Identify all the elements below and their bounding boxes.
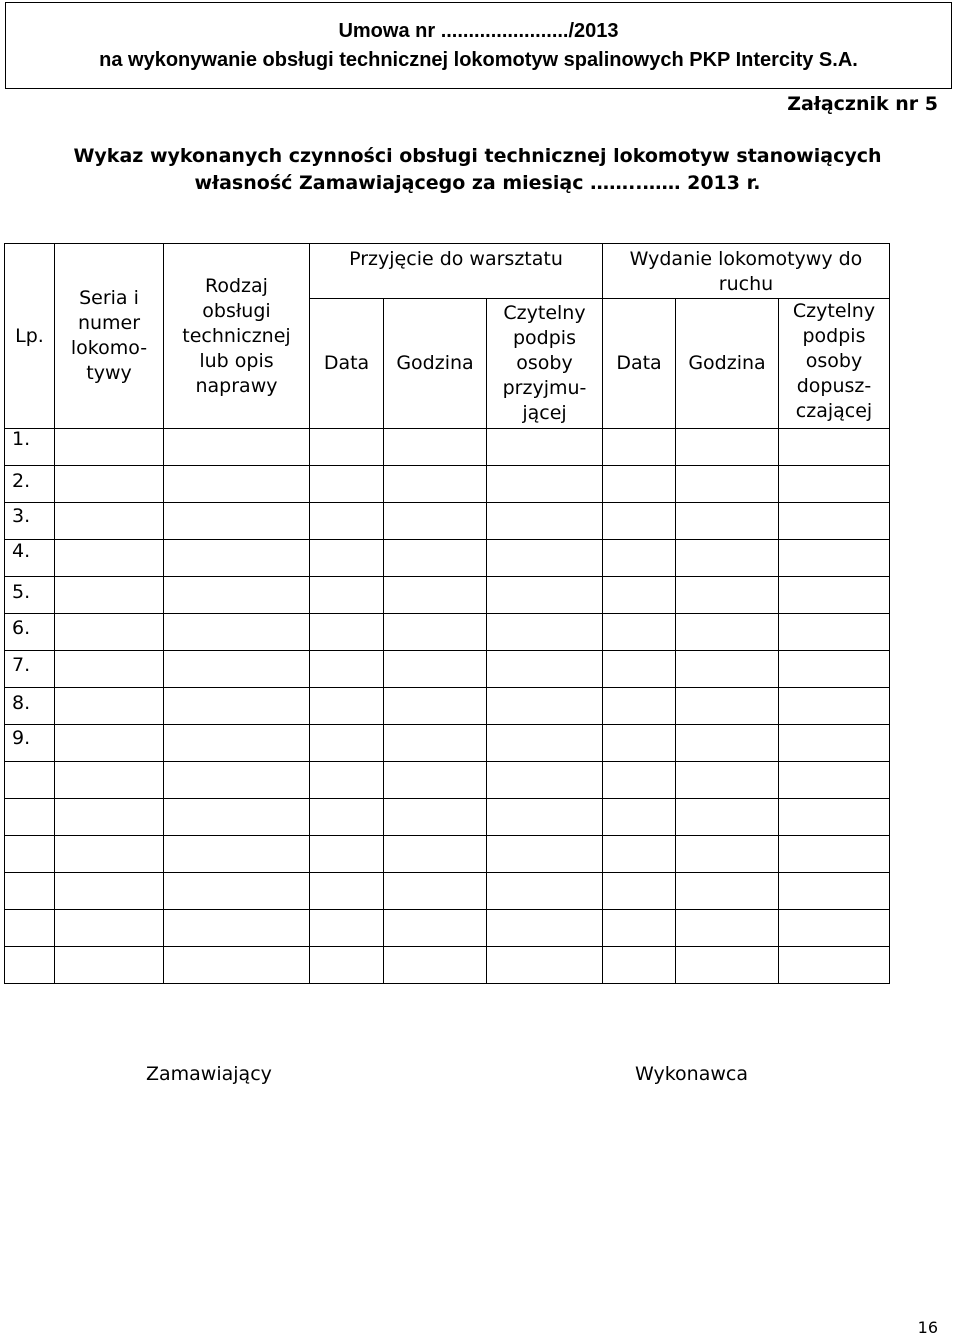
contract-subject: na wykonywanie obsługi technicznej lokomotyw spalinowych PKP Intercity S.A. (99, 49, 858, 71)
page-number: 16 (917, 1318, 938, 1337)
header-release-sign-line: Czytelny (792, 300, 876, 322)
header-release-date-label: Data (616, 352, 662, 374)
header-acceptance-label: Przyjęcie do warsztatu (349, 248, 563, 270)
header-release-sign-line: dopusz- (796, 375, 872, 397)
header-series-line: tywy (86, 362, 132, 384)
header-acceptance-signature (487, 299, 602, 428)
header-release-group (603, 247, 889, 298)
annex-label: Załącznik nr 5 (787, 93, 938, 115)
row-number: 2. (12, 470, 31, 492)
heading-line-2: własność Zamawiającego za miesiąc ……..…… 2013 r. (194, 172, 761, 194)
signature-client: Zamawiający (146, 1063, 272, 1085)
header-release-signature (779, 299, 889, 428)
header-series-line: lokomo- (70, 337, 148, 359)
header-acceptance-group (310, 247, 602, 297)
header-release-sign-line: czającej (795, 400, 873, 422)
header-service-line: Rodzaj (205, 274, 268, 297)
heading-line-1: Wykaz wykonanych czynności obsługi technicznej lokomotyw stanowiących (73, 145, 882, 167)
header-release-line: ruchu (718, 273, 774, 295)
signature-contractor: Wykonawca (635, 1063, 748, 1085)
header-acceptance-time-label: Godzina (396, 352, 474, 374)
header-series-line: Seria i (79, 287, 139, 309)
header-acceptance-sign-line: osoby (516, 352, 573, 374)
header-acceptance-time (384, 299, 486, 428)
header-release-date (603, 299, 675, 428)
header-release-sign-line: osoby (805, 350, 863, 372)
row-number: 6. (12, 617, 31, 639)
header-service-line: naprawy (195, 374, 278, 397)
header-release-sign-line: podpis (802, 325, 866, 347)
row-number: 4. (12, 540, 31, 562)
header-acceptance-date-label: Data (323, 352, 370, 374)
header-series (55, 244, 163, 428)
header-acceptance-sign-line: jącej (522, 402, 567, 424)
header-service-type (164, 244, 309, 428)
contract-number: Umowa nr ......................./2013 (338, 20, 619, 42)
header-service-line: technicznej (182, 324, 291, 347)
header-acceptance-sign-line: podpis (513, 327, 576, 349)
header-release-line: Wydanie lokomotywy do (629, 248, 863, 270)
row-number: 7. (12, 654, 31, 676)
header-series-line: numer (77, 312, 141, 334)
row-number: 5. (12, 581, 31, 603)
row-number: 9. (12, 727, 31, 749)
row-number: 8. (12, 692, 31, 714)
row-number: 1. (12, 428, 31, 450)
header-acceptance-date (310, 299, 383, 428)
header-service-line: lub opis (199, 349, 274, 372)
header-lp-label: Lp. (15, 324, 44, 347)
header-lp (5, 244, 54, 428)
header-acceptance-sign-line: przyjmu- (502, 377, 587, 399)
header-acceptance-sign-line: Czytelny (503, 302, 586, 324)
header-release-time-label: Godzina (688, 352, 766, 374)
header-release-time (676, 299, 778, 428)
header-service-line: obsługi (202, 299, 271, 322)
row-number: 3. (12, 505, 31, 527)
